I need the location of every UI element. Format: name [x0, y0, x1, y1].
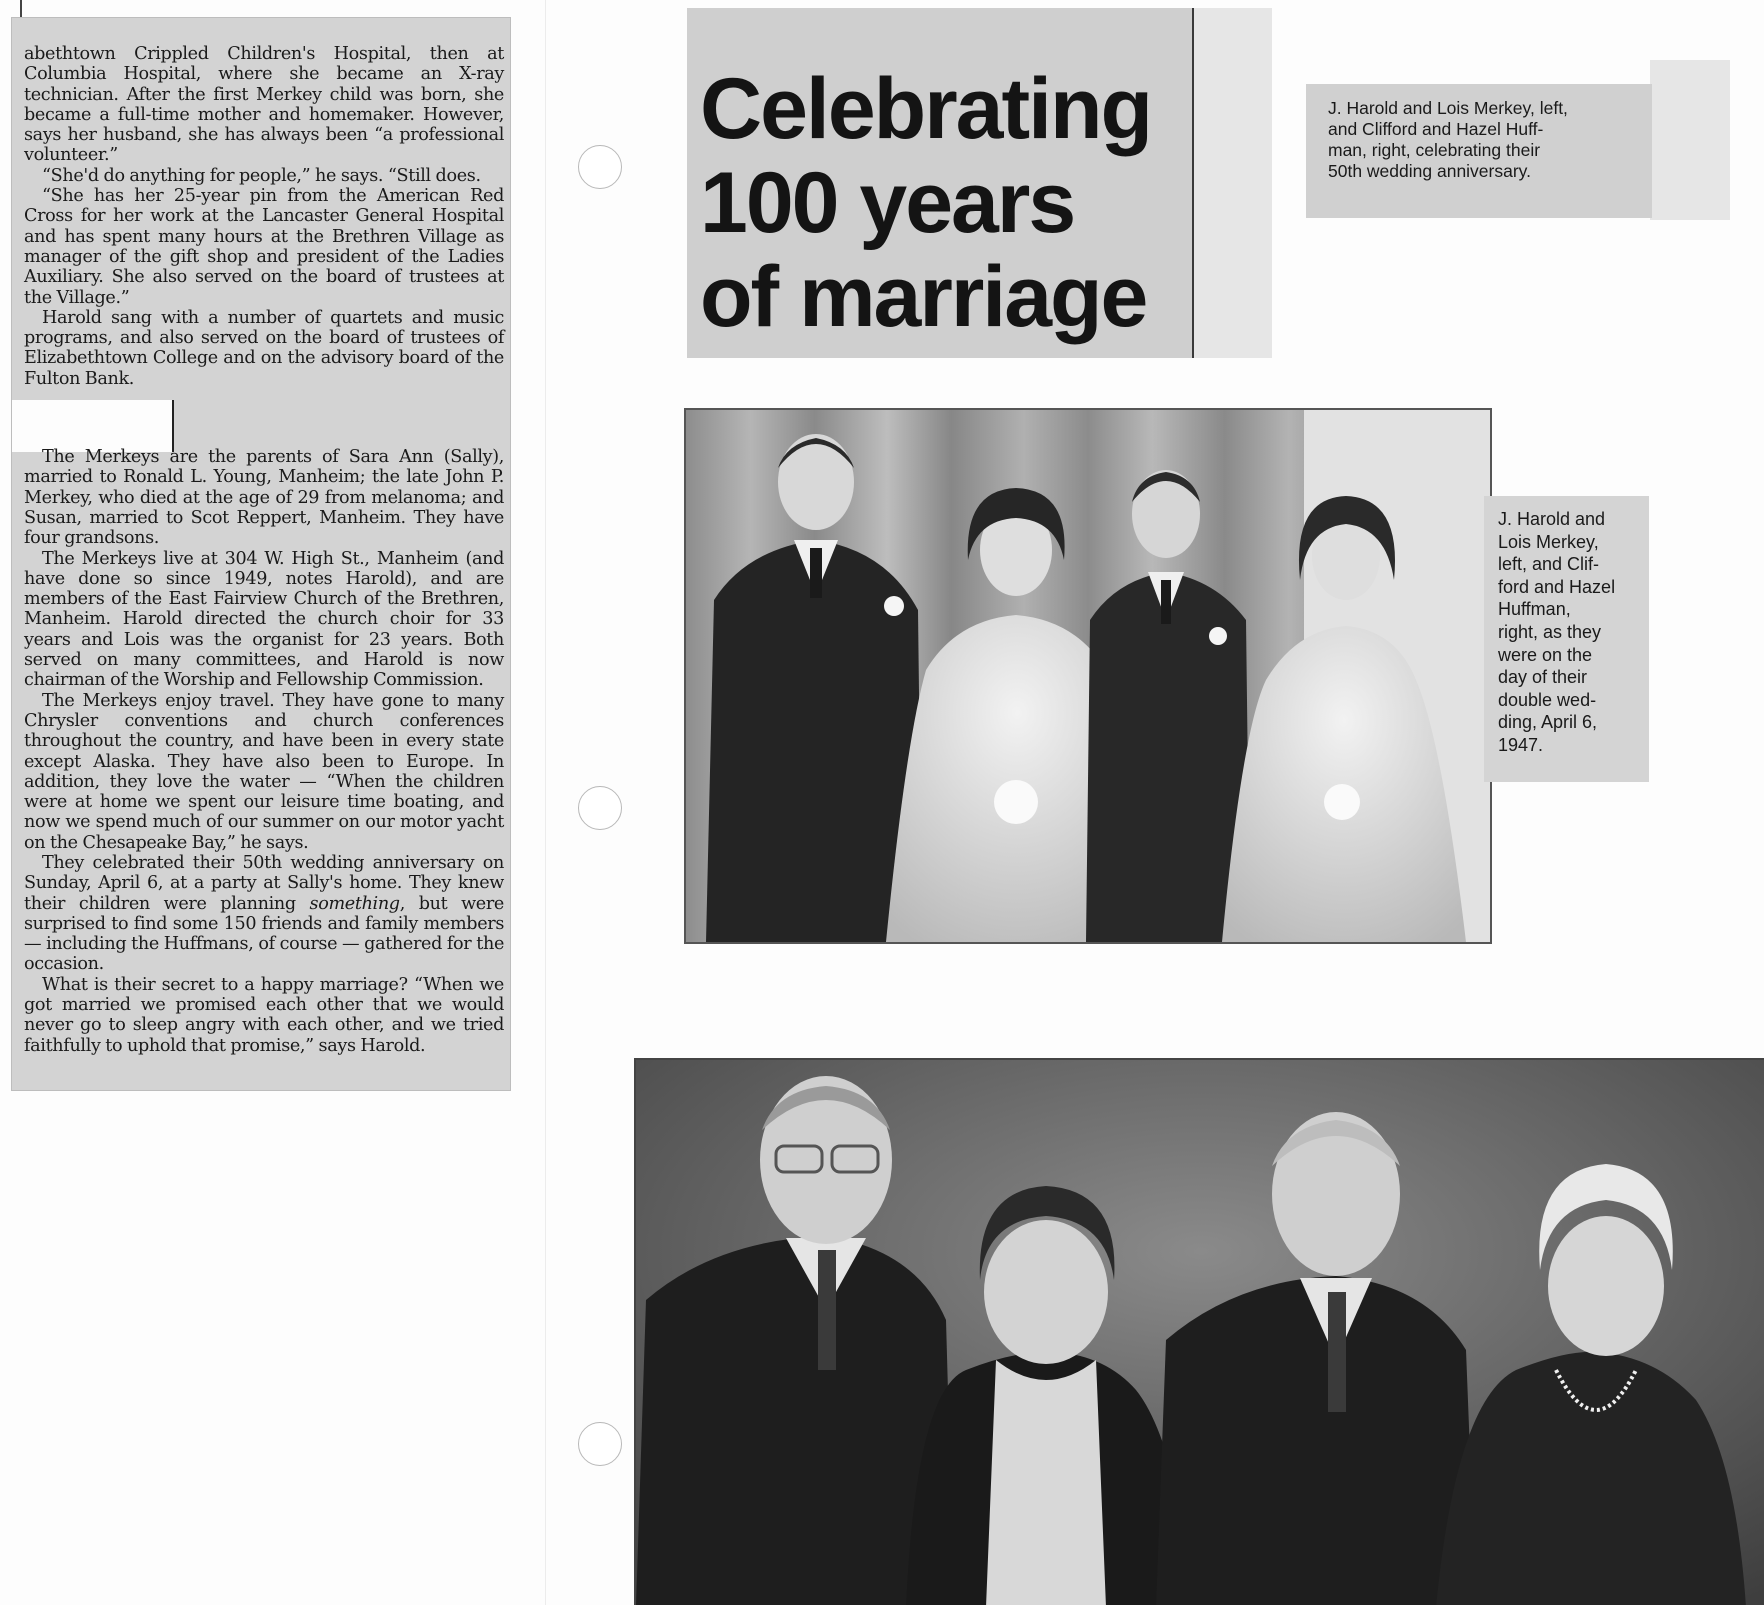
page-fold: [545, 0, 546, 1605]
article-paragraph: [24, 308, 504, 389]
article-paragraph: [24, 853, 504, 975]
headline-line: Celebrating: [700, 61, 1152, 157]
caption-line: ford and Hazel: [1498, 576, 1616, 597]
wedding-photo: [684, 408, 1492, 944]
binder-hole-bottom: [578, 1422, 622, 1466]
caption-line: right, as they: [1498, 621, 1602, 642]
article-emphasis: something: [309, 893, 400, 914]
article-text-run: , but were surprised to find some 150 friends and family members — including the Huffmans, of course — gathered for the occasion.: [24, 893, 504, 975]
caption-line: J. Harold and: [1498, 509, 1606, 529]
caption-line: man, right, celebrating their: [1328, 140, 1541, 160]
background-newsprint-fragment: [1650, 60, 1730, 220]
binder-hole-top: [578, 145, 622, 189]
headline-line: of marriage: [700, 249, 1147, 345]
caption-line: 50th wedding anniversary.: [1328, 161, 1531, 181]
article-paragraph: What is their secret to a happy marriage? “When we got married we promised each other that we would never go to sleep angry with each other, and we tried faithfully to uphold that promise,” says Harold.: [24, 974, 504, 1056]
wedding-photo-image: [686, 410, 1490, 942]
caption-line: Huffman,: [1498, 599, 1571, 620]
article-body: [24, 44, 504, 1056]
caption-line: and Clifford and Hazel Huff-: [1328, 119, 1544, 139]
background-newsprint-fragment: [1192, 8, 1272, 358]
article-text-run: They celebrated their 50th wedding anniversary on Sunday, April 6, at a party at Sally's home. They knew their children were planning: [24, 852, 504, 914]
caption-line: were on the: [1498, 644, 1593, 665]
article-paragraph: The Merkeys live at 304 W. High St., Manheim (and have done so since 1949, notes Harold), and are members of the East Fairview Church of the Brethren, Manheim. Harold directed the church choir for 33 years and Lois was the organist for 23 years. Both served on many committees, and Harold is now chairman of the Worship and Fellowship Commission.: [24, 548, 504, 691]
wedding-caption: [1484, 496, 1649, 782]
caption-line: left, and Clif-: [1498, 554, 1600, 575]
caption-line: day of their: [1498, 667, 1588, 688]
caption-line: J. Harold and Lois Merkey, left,: [1328, 98, 1568, 118]
article-paragraph-text: Harold sang with a number of quartets and music programs, and also served on the board of trustees of Elizabethtown College and on the advisory board of the Fulton Bank.: [24, 307, 504, 389]
article-paragraph: abethtown Crippled Children's Hospital, then at Columbia Hospital, where she became an X-ray technician. After the first Merkey child was born, she became a full-time mother and homemaker. However, says her husband, she has always been “a professional volunteer.”: [24, 44, 504, 166]
caption-line: Lois Merkey,: [1498, 531, 1599, 552]
headline: [700, 62, 1151, 344]
article-paragraph: The Merkeys enjoy travel. They have gone to many Chrysler conventions and church conferences throughout the country, and have been in every state except Alaska. They have also been to Europe. In addition, they love the water — “When the children were at home we spent our leisure time boating, and now we spend much of our summer on our motor yacht on the Chesapeake Bay,” he says.: [24, 690, 504, 853]
article-paragraph: “She has her 25-year pin from the American Red Cross for her work at the Lancaster General Hospital and has spent many hours at the Brethren Village as manager of the gift shop and president of the Ladies Auxiliary. She also served on the board of trustees at the Village.”: [24, 186, 504, 308]
binder-hole-middle: [578, 786, 622, 830]
article-paragraph: “She'd do anything for people,” he says. “Still does.: [42, 165, 481, 186]
anniversary-photo-image: [636, 1060, 1764, 1605]
anniversary-caption: [1306, 84, 1652, 218]
headline-line: 100 years: [700, 155, 1075, 251]
article-paragraph: The Merkeys are the parents of Sara Ann (Sally), married to Ronald L. Young, Manheim; the late John P. Merkey, who died at the age of 29 from melanoma; and Susan, married to Scot Reppert, Manheim. They have four grandsons.: [24, 447, 504, 549]
caption-line: ding, April 6,: [1498, 712, 1598, 733]
caption-line: 1947.: [1498, 734, 1544, 755]
caption-line: double wed-: [1498, 689, 1597, 710]
anniversary-photo: [634, 1058, 1764, 1605]
